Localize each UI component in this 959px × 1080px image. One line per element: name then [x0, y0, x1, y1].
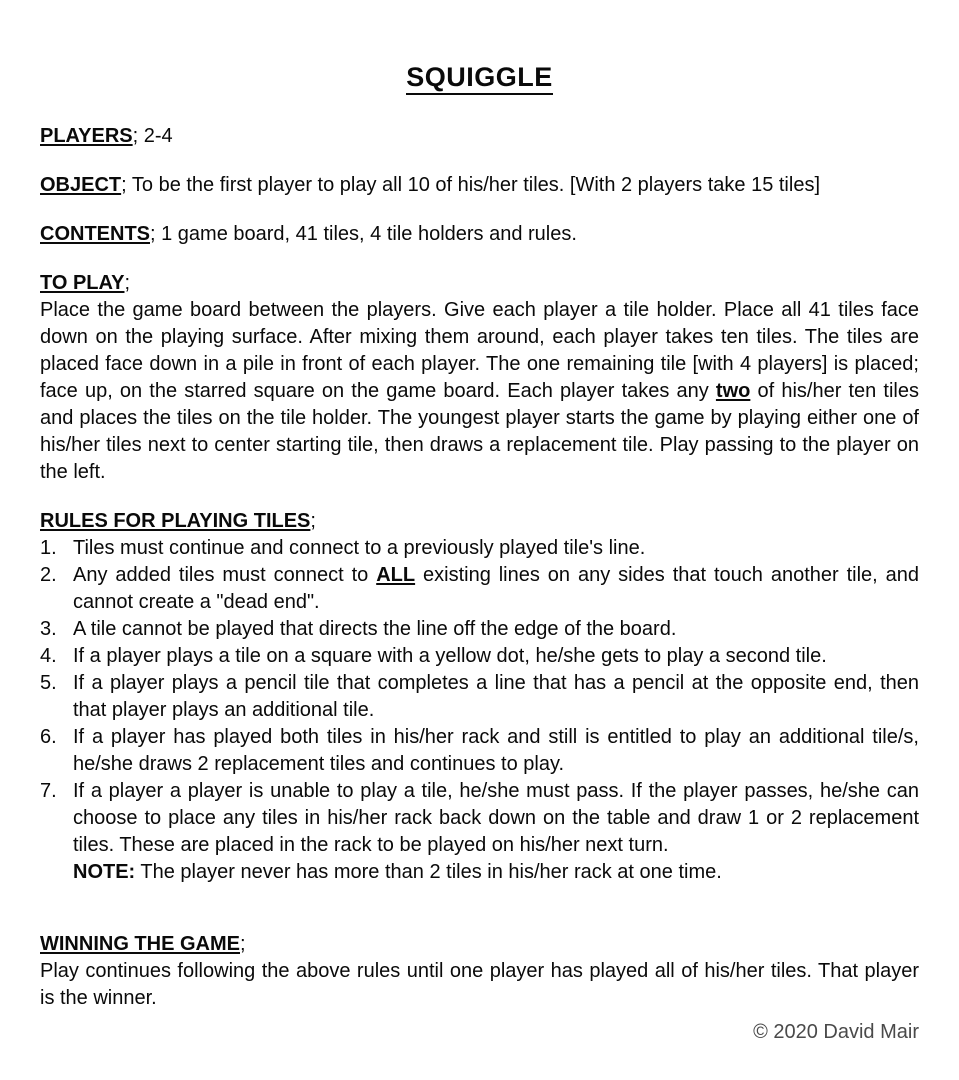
rule-note-label: NOTE: [73, 861, 136, 884]
section-to-play-heading [40, 270, 919, 297]
section-contents [40, 221, 919, 248]
rule-item [40, 670, 919, 724]
to-play-emphasis-two: two [715, 380, 751, 403]
section-players-separator: ; [132, 125, 139, 148]
rules-list [40, 535, 919, 886]
section-to-play-label: TO PLAY [40, 272, 125, 295]
section-winning-label: WINNING THE GAME [40, 933, 240, 956]
rule-number: 5. [40, 672, 57, 695]
rule-text: If a player a player is unable to play a tile, he/she must pass. If the player passes, he/she can choose to place any tiles in his/her rack back down on the table and draw 1 or 2 replacement tiles. These are placed in the rack to be played on his/her next turn. [73, 780, 919, 857]
rule-text-part2: existing lines on any sides that touch another tile, and cannot create a "dead end". [73, 564, 919, 614]
rule-number: 7. [40, 780, 57, 803]
section-contents-text: 1 game board, 41 tiles, 4 tile holders and rules. [161, 223, 577, 246]
rule-number: 1. [40, 537, 57, 560]
rule-text: If a player plays a tile on a square with a yellow dot, he/she gets to play a second tile. [73, 645, 827, 668]
section-winning-heading [40, 931, 919, 958]
page-title [40, 0, 919, 93]
rule-text-part1: Any added tiles must connect to [73, 564, 377, 587]
section-to-play-paragraph [40, 297, 919, 486]
section-object-text: To be the first player to play all 10 of his/her tiles. [With 2 players take 15 tiles] [131, 174, 820, 197]
to-play-text-part2: of his/her ten tiles and places the tiles on the tile holder. The youngest player starts the game by playing either one of his/her tiles next to center starting tile, then draws a replacement tile. Play passing to the player on the left. [40, 380, 919, 484]
rule-note [73, 859, 919, 886]
spacer-before-winning [40, 886, 919, 931]
section-rules-heading [40, 508, 919, 535]
section-object-label: OBJECT [40, 174, 122, 197]
section-contents-label: CONTENTS [40, 223, 150, 246]
rule-number: 4. [40, 645, 57, 668]
section-winning-paragraph: Play continues following the above rules until one player has played all of his/her tiles. That player is the winner. [40, 960, 919, 1010]
rule-item [40, 535, 919, 562]
rule-number: 2. [40, 564, 57, 587]
section-rules-label: RULES FOR PLAYING TILES [40, 510, 311, 533]
rule-item [40, 778, 919, 886]
section-object [40, 172, 919, 199]
section-to-play-separator: ; [124, 272, 131, 295]
section-object-separator: ; [121, 174, 127, 197]
rule-text: Tiles must continue and connect to a previously played tile's line. [73, 537, 646, 560]
rule-item [40, 643, 919, 670]
spacer-before-rules [40, 486, 919, 508]
section-rules-separator: ; [310, 510, 316, 533]
rule-item [40, 562, 919, 616]
section-winning-separator: ; [240, 933, 246, 956]
rule-note-text: The player never has more than 2 tiles in his/her rack at one time. [135, 861, 722, 884]
copyright-footer: © 2020 David Mair [753, 1021, 919, 1043]
rule-emphasis-all: ALL [376, 564, 416, 587]
page-title-text: SQUIGGLE [406, 62, 553, 95]
rule-item [40, 616, 919, 643]
section-players [40, 123, 919, 150]
rule-text: If a player plays a pencil tile that completes a line that has a pencil at the opposite end, then that player plays an additional tile. [73, 672, 919, 722]
rule-text: If a player has played both tiles in his/her rack and still is entitled to play an additional tile/s, he/she draws 2 replacement tiles and continues to play. [73, 726, 919, 776]
section-players-text: 2-4 [143, 125, 173, 148]
section-players-label: PLAYERS [40, 125, 133, 148]
rule-number: 6. [40, 726, 57, 749]
section-contents-separator: ; [150, 223, 156, 246]
rule-text: A tile cannot be played that directs the line off the edge of the board. [73, 618, 677, 641]
rule-item [40, 724, 919, 778]
rule-number: 3. [40, 618, 57, 641]
to-play-text-part1: Place the game board between the players. Give each player a tile holder. Place all 41 tiles face down on the playing surface. After mixing them around, each player takes ten tiles. The tiles are placed face down in a pile in front of each player. The one remaining tile [with 4 players] is placed; face up, on the starred square on the game board. Each player takes any [40, 299, 919, 403]
